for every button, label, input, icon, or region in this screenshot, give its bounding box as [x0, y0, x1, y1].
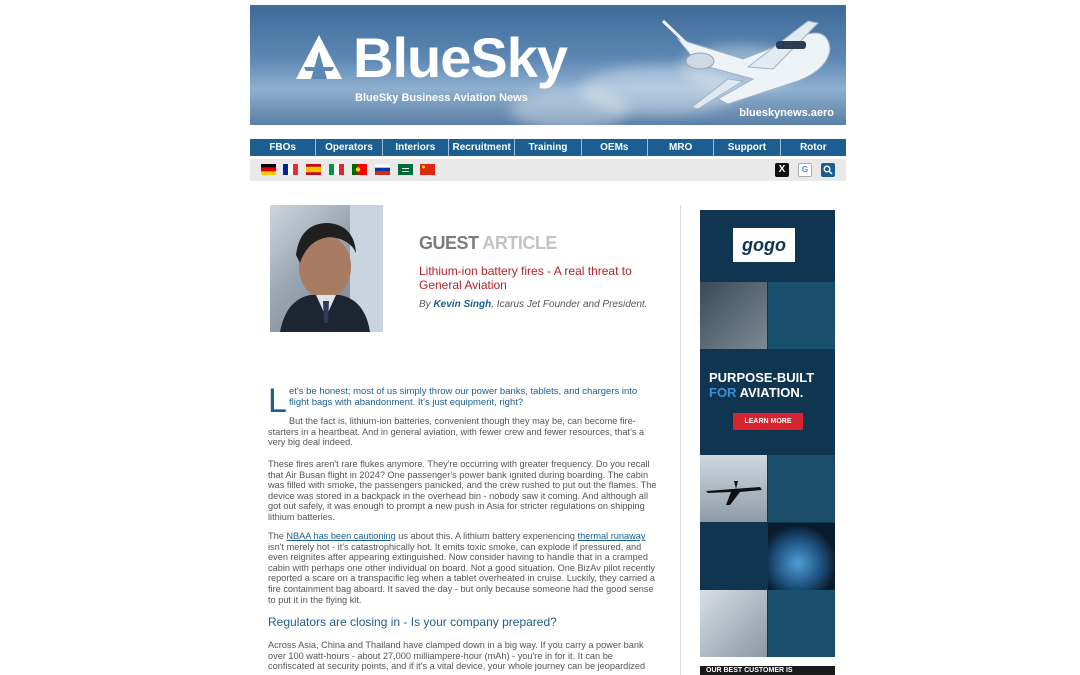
bluesky-logo-icon	[294, 33, 344, 86]
nav-item-recruitment[interactable]: Recruitment	[449, 139, 515, 156]
paragraph-4: Across Asia, China and Thailand have clamped down in a big way. If you carry a power bank over 100 watt-hours - about 27,000 milliampere-hour (mAh) - you're in for it. It can be confiscated at security points, and if it's a vital device, your whole journey can be jeopardized	[268, 640, 646, 672]
ad-image-globe	[768, 523, 835, 590]
russian-flag-icon[interactable]	[375, 164, 390, 175]
main-nav	[250, 139, 846, 156]
paragraph-3: The NBAA has been cautioning us about this. A lithium battery experiencing thermal runaway isn't merely hot - it's catastrophically hot. It emits toxic smoke, can explode if pressured, and even reignites after appearing extinguished. Now consider having to handle that in a cramped cabin with perhaps one other individual on board. Not a good situation. One BizAv pilot recently reported a scare on a transpacific leg when a tablet overheated in cruise. Luckily, they carried a fire containment bag aboard. It saved the day - but only because someone had the good sense to put it in the flying kit.	[268, 531, 655, 605]
thermal-runaway-link[interactable]: thermal runaway	[577, 531, 646, 541]
search-icon[interactable]	[821, 163, 835, 177]
saudi-flag-icon[interactable]	[398, 164, 413, 175]
header-banner[interactable]	[250, 5, 846, 125]
google-translate-icon[interactable]: G	[798, 163, 812, 177]
portuguese-flag-icon[interactable]	[352, 164, 367, 175]
article-title: Lithium-ion battery fires - A real threat to General Aviation	[419, 264, 632, 292]
section-subheading: Regulators are closing in - Is your company prepared?	[268, 615, 557, 629]
site-logo: BlueSky	[353, 26, 567, 89]
spanish-flag-icon[interactable]	[306, 164, 321, 175]
ad-image-pilot	[700, 282, 767, 349]
gogo-advertisement[interactable]	[700, 210, 835, 657]
site-url[interactable]: blueskynews.aero	[739, 107, 834, 119]
nav-item-rotor[interactable]: Rotor	[799, 142, 827, 153]
author-photo	[270, 205, 383, 332]
paragraph-2: These fires aren't rare flukes anymore. They're occurring with greater frequency. Do you recall that Air Busan flight in 2024? One passenger's power bank ignited during boarding. The cabin was filled with smoke, the passengers panicked, and the crew rushed to put out the flames. The device was stored in a backpack in the overhead bin - nobody saw it coming. And although all got out safely, it was enough to prompt a new push in Asia for stricter regulations on shipping lithium batteries.	[268, 459, 657, 522]
ad-bottom-banner[interactable]: OUR BEST CUSTOMER IS	[700, 666, 835, 675]
nav-item-interiors[interactable]: Interiors	[383, 139, 449, 156]
x-icon[interactable]: X	[775, 163, 789, 177]
ad-image-laptop	[700, 590, 767, 657]
ad-tile-blue-3	[768, 590, 835, 657]
french-flag-icon[interactable]	[283, 164, 298, 175]
learn-more-button[interactable]: LEARN MORE	[733, 413, 803, 430]
nav-item-operators[interactable]: Operators	[316, 139, 382, 156]
nav-item-oems[interactable]: OEMs	[582, 139, 648, 156]
nav-item-support[interactable]: Support	[714, 139, 780, 156]
chinese-flag-icon[interactable]	[420, 164, 435, 175]
german-flag-icon[interactable]	[261, 164, 276, 175]
gogo-logo: gogo	[733, 228, 795, 262]
paragraph-1: But the fact is, lithium-ion batteries, convenient though they may be, can become fire-starters in a heartbeat. And in general aviation, with fewer crew and fewer resources, that's a very big deal indeed.	[268, 416, 645, 448]
article-byline: By Kevin Singh, Icarus Jet Founder and President.	[419, 299, 648, 310]
language-toolbar	[250, 159, 846, 181]
ad-headline: PURPOSE-BUILT FOR AVIATION.	[709, 370, 815, 400]
column-divider	[680, 205, 681, 675]
nbaa-link[interactable]: NBAA has been cautioning	[286, 531, 396, 541]
nav-item-mro[interactable]: MRO	[648, 139, 714, 156]
ad-tile-blue-2	[768, 455, 835, 522]
nav-item-training[interactable]: Training	[515, 139, 581, 156]
author-link[interactable]: Kevin Singh	[433, 299, 492, 310]
drop-cap: L	[268, 382, 287, 420]
nav-item-fbos[interactable]: FBOs	[250, 139, 316, 156]
guest-article-label: GUEST ARTICLE	[419, 233, 557, 253]
lead-paragraph: et's be honest; most of us simply throw our power banks, tablets, and chargers into flight bags with abandonment. It's just equipment, right?	[289, 386, 638, 408]
ad-image-plane	[700, 455, 767, 522]
italian-flag-icon[interactable]	[329, 164, 344, 175]
site-tagline: BlueSky Business Aviation News	[355, 92, 528, 104]
ad-tile-blue	[768, 282, 835, 349]
